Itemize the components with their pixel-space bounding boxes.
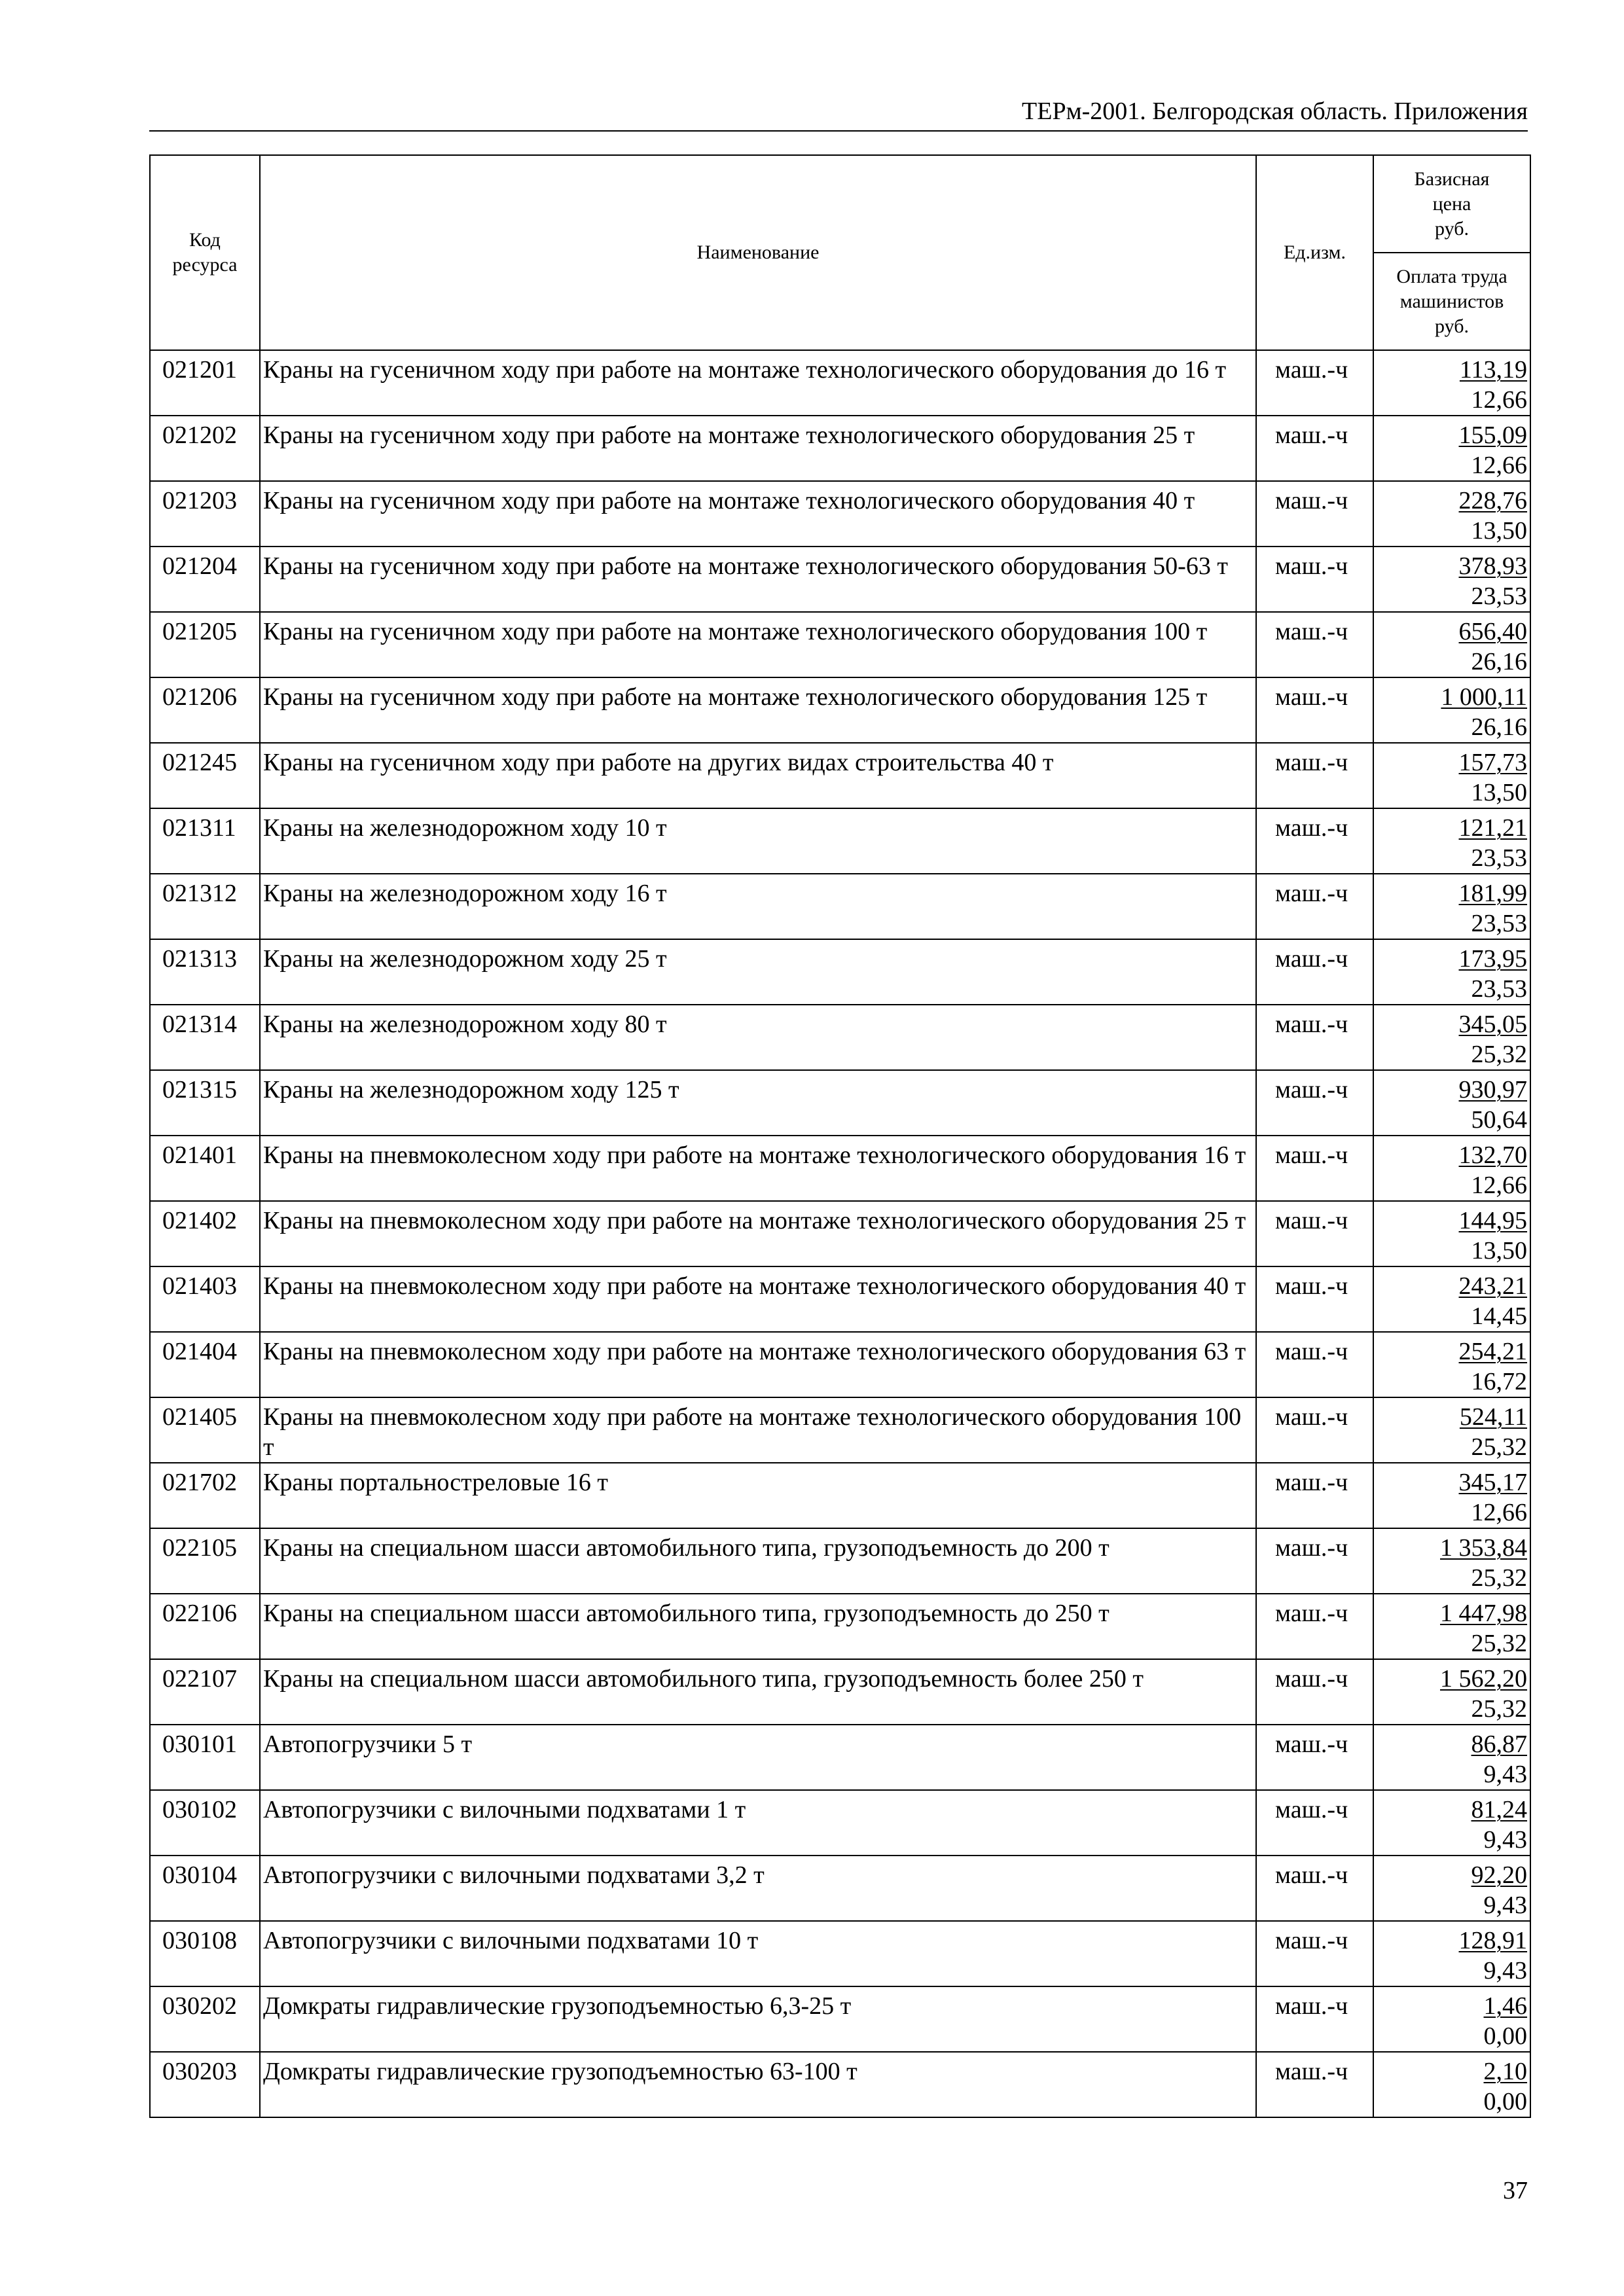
unit-cell: маш.-ч [1256, 2052, 1373, 2117]
table-header [150, 155, 1530, 350]
table-row [150, 1463, 1530, 1528]
unit-cell: маш.-ч [1256, 874, 1373, 939]
resource-name-cell: Краны портальностреловые 16 т [260, 1463, 1256, 1528]
unit-cell: маш.-ч [1256, 1659, 1373, 1725]
page-number: 37 [1503, 2177, 1528, 2204]
price-cell [1373, 808, 1530, 874]
table-row [150, 743, 1530, 808]
table-row [150, 874, 1530, 939]
operator-wage-value: 25,32 [1471, 1564, 1527, 1592]
table-row [150, 481, 1530, 547]
unit-cell: маш.-ч [1256, 1725, 1373, 1790]
resource-name-cell: Краны на гусеничном ходу при работе на других видах строительства 40 т [260, 743, 1256, 808]
resource-code-cell: 021313 [150, 939, 260, 1005]
base-price-value: 656,40 [1458, 618, 1527, 645]
operator-wage-value: 9,43 [1483, 1892, 1527, 1919]
unit-cell: маш.-ч [1256, 1921, 1373, 1986]
operator-wage-value: 0,00 [1483, 2088, 1527, 2115]
operator-wage-value: 23,53 [1471, 844, 1527, 872]
resource-code-cell: 030101 [150, 1725, 260, 1790]
operator-wage-value: 14,45 [1471, 1302, 1527, 1330]
unit-cell: маш.-ч [1256, 1136, 1373, 1201]
resource-name-cell: Автопогрузчики с вилочными подхватами 3,2 т [260, 1856, 1256, 1921]
resource-name-cell: Краны на железнодорожном ходу 80 т [260, 1005, 1256, 1070]
base-price-value: 128,91 [1458, 1927, 1527, 1954]
base-price-value: 157,73 [1458, 749, 1527, 776]
operator-wage-value: 13,50 [1471, 779, 1527, 806]
table-row [150, 677, 1530, 743]
base-price-value: 81,24 [1471, 1796, 1527, 1823]
price-cell [1373, 1070, 1530, 1136]
operator-wage-value: 12,66 [1471, 386, 1527, 414]
unit-cell: маш.-ч [1256, 1332, 1373, 1397]
resource-name-cell: Краны на пневмоколесном ходу при работе на монтаже технологического оборудования 100 т [260, 1397, 1256, 1463]
resource-name-cell: Краны на железнодорожном ходу 10 т [260, 808, 1256, 874]
resource-code-cell: 021205 [150, 612, 260, 677]
unit-cell: маш.-ч [1256, 547, 1373, 612]
price-cell [1373, 1266, 1530, 1332]
running-header: ТЕРм-2001. Белгородская область. Приложения [1022, 98, 1528, 125]
unit-cell: маш.-ч [1256, 416, 1373, 481]
resource-name-cell: Краны на гусеничном ходу при работе на монтаже технологического оборудования 40 т [260, 481, 1256, 547]
resource-name-cell: Краны на гусеничном ходу при работе на монтаже технологического оборудования до 16 т [260, 350, 1256, 416]
operator-wage-value: 25,32 [1471, 1695, 1527, 1723]
price-cell [1373, 1725, 1530, 1790]
table-row [150, 1856, 1530, 1921]
table-row [150, 1986, 1530, 2052]
operator-wage-value: 26,16 [1471, 648, 1527, 675]
unit-cell: маш.-ч [1256, 1005, 1373, 1070]
resource-code-cell: 021202 [150, 416, 260, 481]
header-rule [149, 130, 1528, 132]
price-cell [1373, 1201, 1530, 1266]
table-row [150, 416, 1530, 481]
price-cell [1373, 350, 1530, 416]
operator-wage-value: 13,50 [1471, 1237, 1527, 1265]
table-row [150, 1201, 1530, 1266]
price-cell [1373, 547, 1530, 612]
operator-wage-value: 25,32 [1471, 1630, 1527, 1657]
operator-wage-value: 23,53 [1471, 910, 1527, 937]
unit-cell: маш.-ч [1256, 1266, 1373, 1332]
operator-wage-value: 26,16 [1471, 713, 1527, 741]
base-price-value: 155,09 [1458, 422, 1527, 449]
resource-name-cell: Домкраты гидравлические грузоподъемностью 63-100 т [260, 2052, 1256, 2117]
column-header-unit: Ед.изм. [1256, 155, 1373, 350]
base-price-value: 524,11 [1459, 1403, 1527, 1431]
table-row [150, 1790, 1530, 1856]
price-cell [1373, 1594, 1530, 1659]
price-table-container [149, 154, 1530, 2118]
resource-code-cell: 030108 [150, 1921, 260, 1986]
operator-wage-value: 25,32 [1471, 1433, 1527, 1461]
price-cell [1373, 612, 1530, 677]
column-header-name: Наименование [260, 155, 1256, 350]
resource-code-cell: 021204 [150, 547, 260, 612]
unit-cell: маш.-ч [1256, 677, 1373, 743]
table-row [150, 1397, 1530, 1463]
unit-cell: маш.-ч [1256, 1201, 1373, 1266]
operator-wage-value: 16,72 [1471, 1368, 1527, 1395]
resource-code-cell: 022106 [150, 1594, 260, 1659]
operator-wage-value: 12,66 [1471, 452, 1527, 479]
price-cell [1373, 743, 1530, 808]
unit-cell: маш.-ч [1256, 1594, 1373, 1659]
operator-wage-value: 12,66 [1471, 1172, 1527, 1199]
price-cell [1373, 416, 1530, 481]
unit-cell: маш.-ч [1256, 1528, 1373, 1594]
operator-wage-value: 9,43 [1483, 1826, 1527, 1854]
operator-wage-value: 50,64 [1471, 1106, 1527, 1134]
unit-cell: маш.-ч [1256, 743, 1373, 808]
unit-cell: маш.-ч [1256, 1397, 1373, 1463]
price-cell [1373, 1136, 1530, 1201]
price-cell [1373, 1659, 1530, 1725]
resource-name-cell: Краны на специальном шасси автомобильного типа, грузоподъемность до 200 т [260, 1528, 1256, 1594]
resource-code-cell: 021201 [150, 350, 260, 416]
base-price-value: 1 353,84 [1440, 1534, 1527, 1562]
unit-cell: маш.-ч [1256, 481, 1373, 547]
operator-wage-value: 12,66 [1471, 1499, 1527, 1526]
table-row [150, 547, 1530, 612]
resource-code-cell: 021206 [150, 677, 260, 743]
resource-name-cell: Краны на гусеничном ходу при работе на монтаже технологического оборудования 50-63 т [260, 547, 1256, 612]
price-cell [1373, 1528, 1530, 1594]
base-price-value: 378,93 [1458, 552, 1527, 580]
price-cell [1373, 874, 1530, 939]
resource-name-cell: Краны на специальном шасси автомобильного типа, грузоподъемность до 250 т [260, 1594, 1256, 1659]
resource-code-cell: 021401 [150, 1136, 260, 1201]
base-price-value: 181,99 [1458, 880, 1527, 907]
resource-name-cell: Домкраты гидравлические грузоподъемностью 6,3-25 т [260, 1986, 1256, 2052]
resource-code-cell: 030102 [150, 1790, 260, 1856]
table-row [150, 1659, 1530, 1725]
operator-wage-value: 25,32 [1471, 1041, 1527, 1068]
unit-cell: маш.-ч [1256, 612, 1373, 677]
resource-name-cell: Краны на пневмоколесном ходу при работе на монтаже технологического оборудования 25 т [260, 1201, 1256, 1266]
resource-code-cell: 030202 [150, 1986, 260, 2052]
resource-code-cell: 021315 [150, 1070, 260, 1136]
resource-code-cell: 022105 [150, 1528, 260, 1594]
operator-wage-value: 0,00 [1483, 2022, 1527, 2050]
base-price-value: 930,97 [1458, 1076, 1527, 1103]
table-row [150, 1136, 1530, 1201]
table-row [150, 1266, 1530, 1332]
table-row [150, 1594, 1530, 1659]
unit-cell: маш.-ч [1256, 350, 1373, 416]
table-body [150, 350, 1530, 2117]
table-row [150, 939, 1530, 1005]
resource-name-cell: Краны на гусеничном ходу при работе на монтаже технологического оборудования 100 т [260, 612, 1256, 677]
price-cell [1373, 677, 1530, 743]
resource-code-cell: 021203 [150, 481, 260, 547]
resource-code-cell: 021314 [150, 1005, 260, 1070]
resource-name-cell: Краны на гусеничном ходу при работе на монтаже технологического оборудования 125 т [260, 677, 1256, 743]
base-price-value: 254,21 [1458, 1338, 1527, 1365]
resource-name-cell: Автопогрузчики с вилочными подхватами 10 т [260, 1921, 1256, 1986]
base-price-value: 228,76 [1458, 487, 1527, 514]
operator-wage-value: 13,50 [1471, 517, 1527, 545]
price-cell [1373, 1986, 1530, 2052]
table-row [150, 1725, 1530, 1790]
price-cell [1373, 1332, 1530, 1397]
resource-code-cell: 021404 [150, 1332, 260, 1397]
table-row [150, 1332, 1530, 1397]
base-price-value: 173,95 [1458, 945, 1527, 973]
resource-code-cell: 030104 [150, 1856, 260, 1921]
price-cell [1373, 1005, 1530, 1070]
resource-name-cell: Краны на железнодорожном ходу 16 т [260, 874, 1256, 939]
base-price-value: 345,17 [1458, 1469, 1527, 1496]
base-price-value: 1 447,98 [1440, 1600, 1527, 1627]
unit-cell: маш.-ч [1256, 1790, 1373, 1856]
table-row [150, 1921, 1530, 1986]
base-price-value: 121,21 [1458, 814, 1527, 842]
resource-code-cell: 021311 [150, 808, 260, 874]
resource-code-cell: 021405 [150, 1397, 260, 1463]
base-price-value: 86,87 [1471, 1731, 1527, 1758]
resource-code-cell: 021402 [150, 1201, 260, 1266]
resource-name-cell: Краны на пневмоколесном ходу при работе на монтаже технологического оборудования 63 т [260, 1332, 1256, 1397]
unit-cell: маш.-ч [1256, 808, 1373, 874]
base-price-value: 92,20 [1471, 1861, 1527, 1889]
price-cell [1373, 1921, 1530, 1986]
resource-name-cell: Краны на гусеничном ходу при работе на монтаже технологического оборудования 25 т [260, 416, 1256, 481]
resource-name-cell: Краны на специальном шасси автомобильного типа, грузоподъемность более 250 т [260, 1659, 1256, 1725]
resource-code-cell: 021403 [150, 1266, 260, 1332]
base-price-value: 2,10 [1483, 2058, 1527, 2085]
unit-cell: маш.-ч [1256, 1856, 1373, 1921]
price-cell [1373, 1790, 1530, 1856]
base-price-value: 345,05 [1458, 1011, 1527, 1038]
unit-cell: маш.-ч [1256, 1986, 1373, 2052]
price-cell [1373, 1397, 1530, 1463]
table-row [150, 612, 1530, 677]
resource-name-cell: Автопогрузчики 5 т [260, 1725, 1256, 1790]
base-price-value: 1 000,11 [1441, 683, 1527, 711]
price-table [149, 154, 1531, 2118]
base-price-value: 132,70 [1458, 1141, 1527, 1169]
price-cell [1373, 1856, 1530, 1921]
operator-wage-value: 9,43 [1483, 1761, 1527, 1788]
operator-wage-value: 23,53 [1471, 583, 1527, 610]
base-price-value: 1,46 [1483, 1992, 1527, 2020]
unit-cell: маш.-ч [1256, 1463, 1373, 1528]
base-price-value: 1 562,20 [1440, 1665, 1527, 1693]
column-header-code: Код ресурса [150, 155, 260, 350]
base-price-value: 144,95 [1458, 1207, 1527, 1234]
resource-code-cell: 022107 [150, 1659, 260, 1725]
resource-code-cell: 021245 [150, 743, 260, 808]
table-row [150, 1070, 1530, 1136]
column-header-wage: Оплата труда машинистов руб. [1373, 253, 1530, 350]
operator-wage-value: 23,53 [1471, 975, 1527, 1003]
resource-name-cell: Краны на железнодорожном ходу 25 т [260, 939, 1256, 1005]
resource-code-cell: 021702 [150, 1463, 260, 1528]
resource-name-cell: Краны на железнодорожном ходу 125 т [260, 1070, 1256, 1136]
resource-name-cell: Автопогрузчики с вилочными подхватами 1 т [260, 1790, 1256, 1856]
table-row [150, 808, 1530, 874]
table-row [150, 1528, 1530, 1594]
price-cell [1373, 481, 1530, 547]
resource-code-cell: 021312 [150, 874, 260, 939]
unit-cell: маш.-ч [1256, 1070, 1373, 1136]
base-price-value: 113,19 [1459, 356, 1527, 384]
table-row [150, 1005, 1530, 1070]
base-price-value: 243,21 [1458, 1272, 1527, 1300]
column-header-base-price: Базисная цена руб. [1373, 155, 1530, 253]
operator-wage-value: 9,43 [1483, 1957, 1527, 1984]
resource-code-cell: 030203 [150, 2052, 260, 2117]
resource-name-cell: Краны на пневмоколесном ходу при работе на монтаже технологического оборудования 40 т [260, 1266, 1256, 1332]
table-row [150, 350, 1530, 416]
price-cell [1373, 939, 1530, 1005]
resource-name-cell: Краны на пневмоколесном ходу при работе на монтаже технологического оборудования 16 т [260, 1136, 1256, 1201]
table-row [150, 2052, 1530, 2117]
price-cell [1373, 2052, 1530, 2117]
unit-cell: маш.-ч [1256, 939, 1373, 1005]
price-cell [1373, 1463, 1530, 1528]
